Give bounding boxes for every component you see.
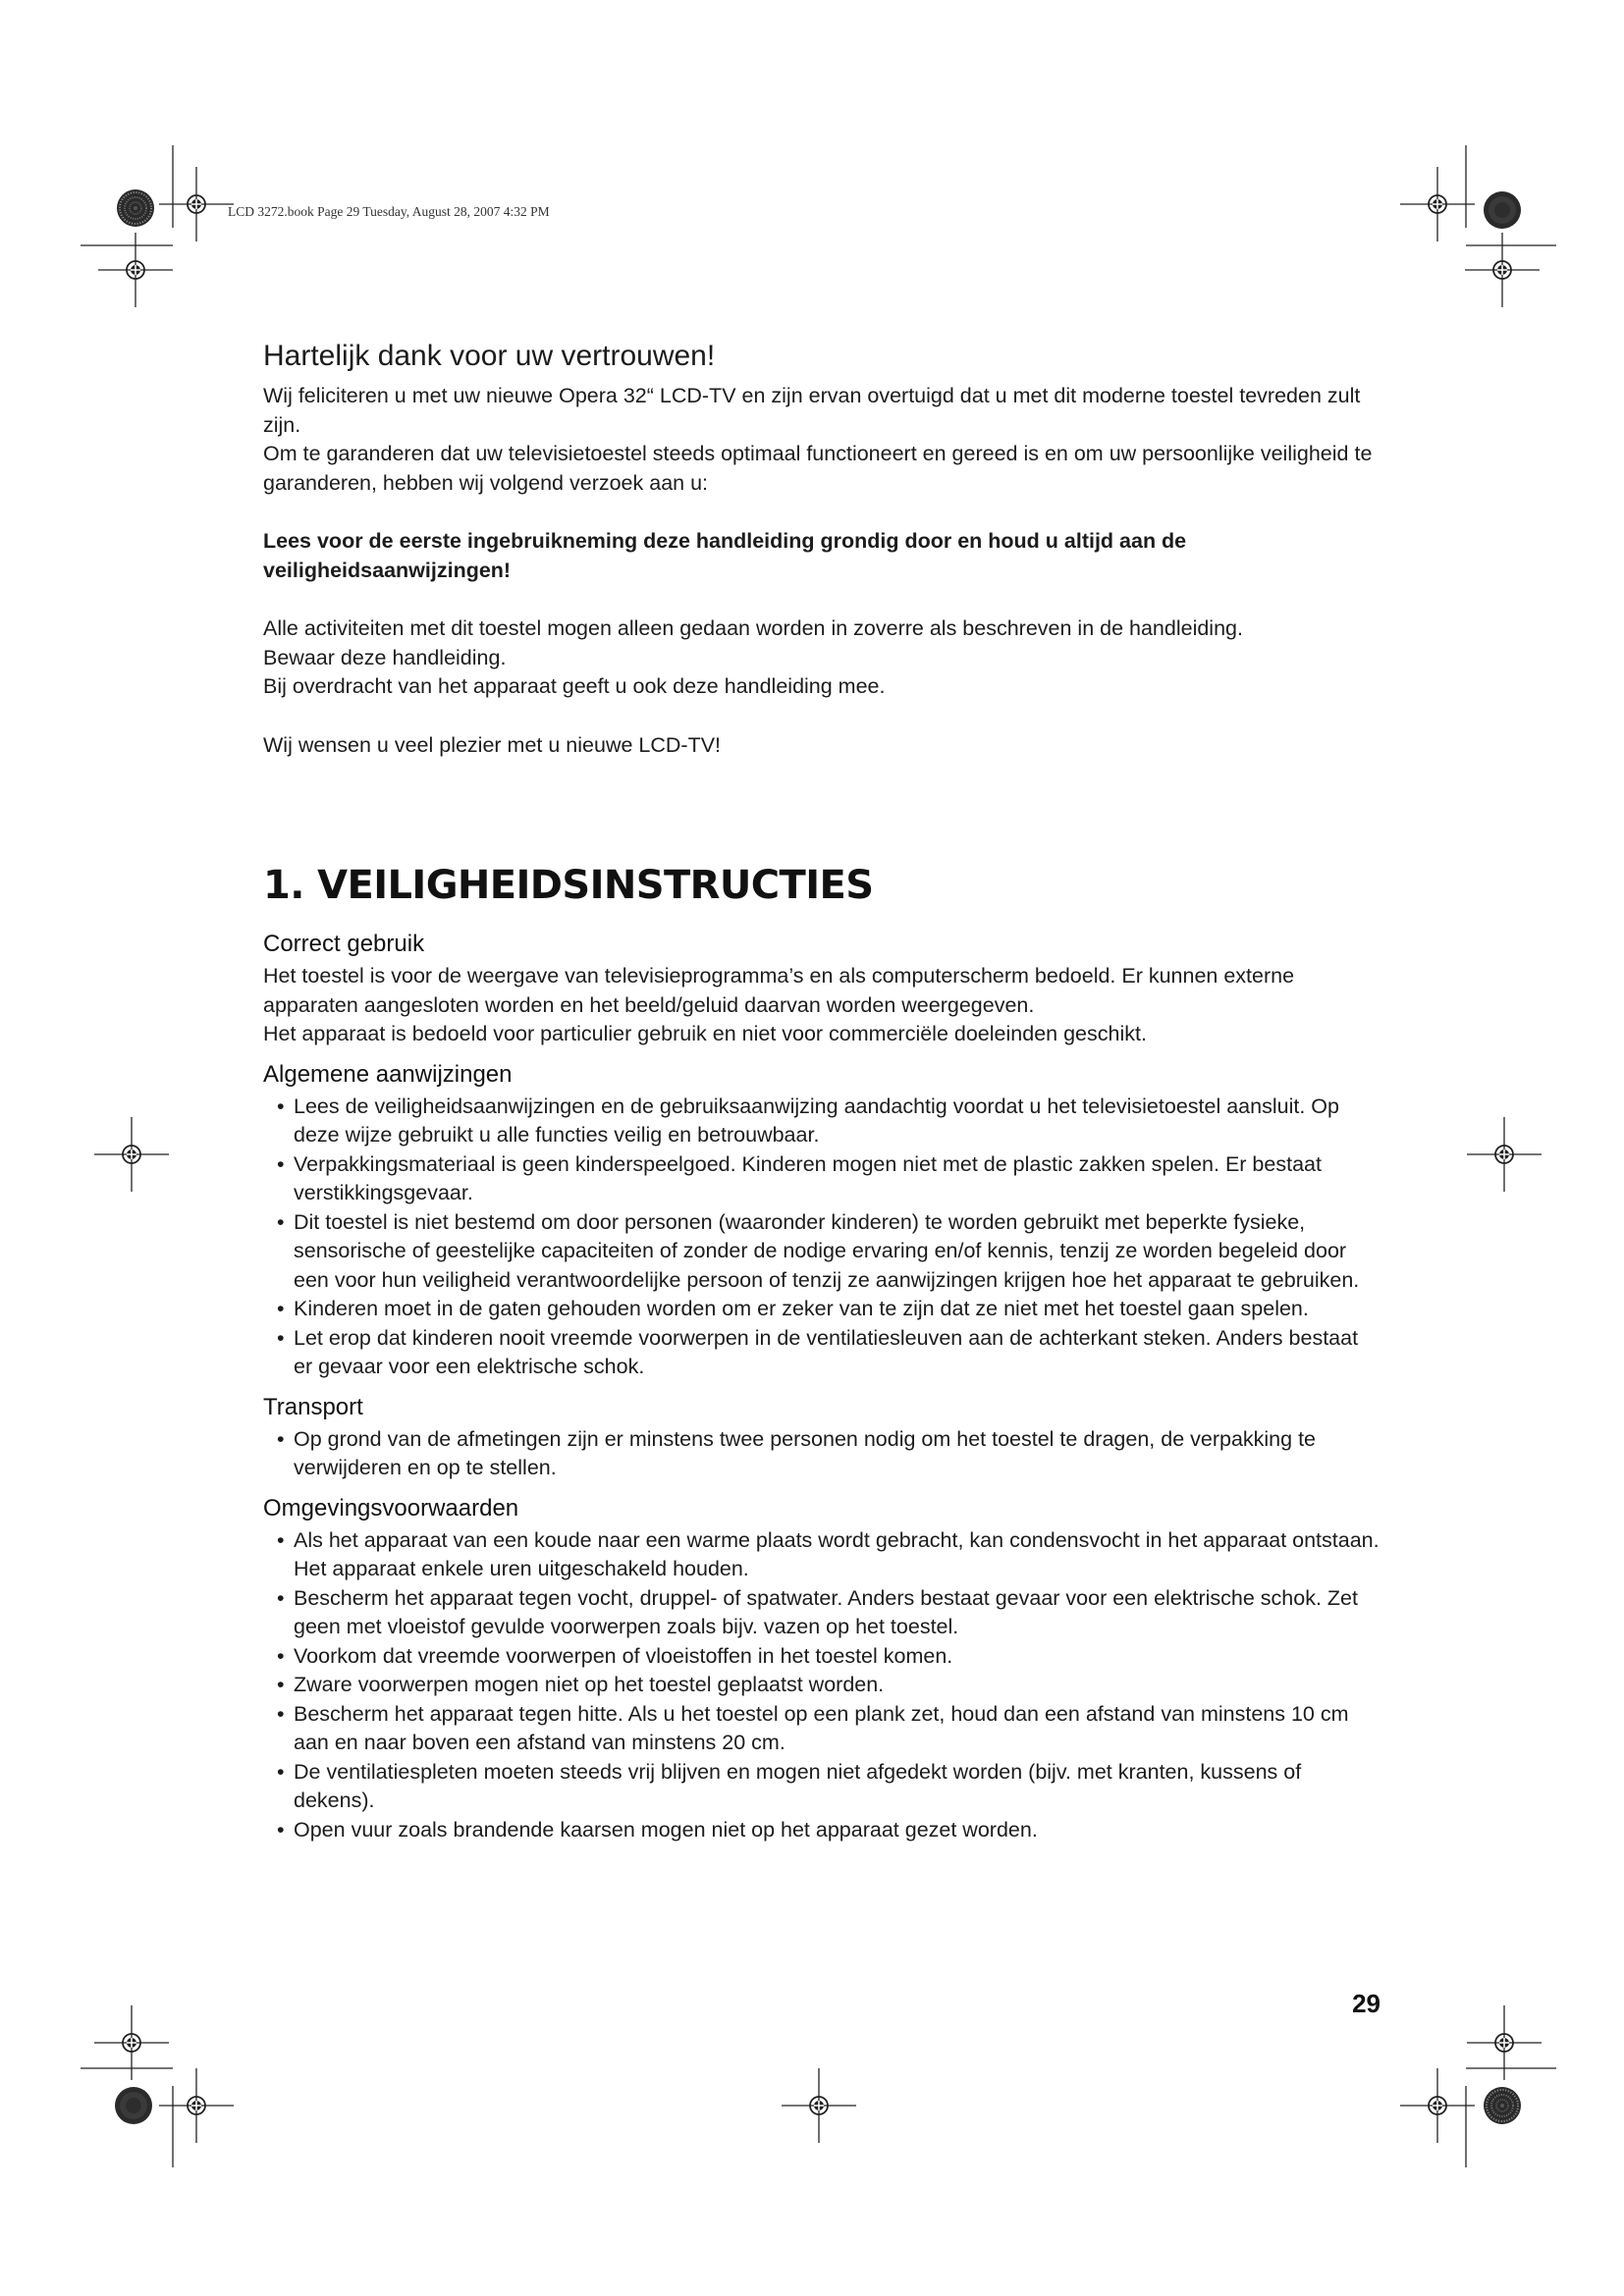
intro-paragraph: Om te garanderen dat uw televisietoestel steeds optimaal functioneert en gereed is en om uw persoonlijke veiligheid te garanderen, hebben wij volgend verzoek aan u:	[263, 442, 1373, 495]
intro-paragraph: Wij feliciteren u met uw nieuwe Opera 32“ LCD-TV en zijn ervan overtuigd dat u met dit moderne toestel tevreden zult zijn.	[263, 384, 1361, 437]
section-heading: Omgevingsvoorwaarden	[263, 1494, 519, 1522]
intro-paragraph: Bewaar deze handleiding.	[263, 645, 507, 669]
list-item: • Als het apparaat van een koude naar een warme plaats wordt gebracht, kan condensvocht in het apparaat ontstaan. Het apparaat enkele uren uitgeschakeld houden.	[263, 1526, 1382, 1584]
bullet-list	[263, 1093, 1382, 1382]
list-item: • Bescherm het apparaat tegen hitte. Als u het toestel op een plank zet, houd dan een afstand van minstens 10 cm aan en naar boven een afstand van minstens 20 cm.	[263, 1700, 1382, 1758]
section-environment	[263, 1493, 1382, 1845]
color-starburst-icon	[115, 2087, 152, 2124]
section-general	[263, 1059, 1382, 1382]
intro-paragraph: Alle activiteiten met dit toestel mogen alleen gedaan worden in zoverre als beschreven in de handleiding.	[263, 616, 1243, 640]
registration-mark-icon	[782, 2068, 856, 2143]
list-item: • Let erop dat kinderen nooit vreemde voorwerpen in de ventilatiesleuven aan de achterkant steken. Anders bestaat er gevaar voor een elektrische schok.	[263, 1324, 1382, 1382]
print-slug-line: LCD 3272.book Page 29 Tuesday, August 28, 2007 4:32 PM	[228, 204, 550, 219]
list-item: • Dit toestel is niet bestemd om door personen (waaronder kinderen) te worden gebruikt met beperkte fysieke, sensorische of geestelijke capaciteiten of zonder de nodige ervaring en/of kennis, tenzij ze worden begeleid door een voor hun veiligheid verantwoordelijke persoon of tenzij ze aanwijzingen krijgen hoe het apparaat te gebruiken.	[263, 1208, 1382, 1296]
chapter-title: 1. VEILIGHEIDSINSTRUCTIES	[263, 863, 874, 908]
list-item: • Voorkom dat vreemde voorwerpen of vloeistoffen in het toestel komen.	[263, 1642, 1382, 1672]
registration-mark-icon	[1400, 167, 1475, 241]
section-paragraph: Het apparaat is bedoeld voor particulier gebruik en niet voor commerciële doeleinden geschikt.	[263, 1022, 1147, 1045]
list-item: • Kinderen moet in de gaten gehouden worden om er zeker van te zijn dat ze niet met het toestel gaan spelen.	[263, 1295, 1382, 1324]
list-item: • Lees de veiligheidsaanwijzingen en de gebruiksaanwijzing aandachtig voordat u het televisietoestel aansluit. Op deze wijze gebruikt u alle functies veilig en betrouwbaar.	[263, 1093, 1382, 1150]
section-heading: Algemene aanwijzingen	[263, 1060, 513, 1088]
color-starburst-icon	[1484, 191, 1521, 229]
intro-title: Hartelijk dank voor uw vertrouwen!	[263, 340, 716, 372]
bullet-list	[263, 1425, 1382, 1483]
section-transport	[263, 1392, 1382, 1483]
safety-notice: Lees voor de eerste ingebruikneming deze handleiding grondig door en houd u altijd aan de veiligheidsaanwijzingen!	[263, 529, 1187, 582]
list-item: • Bescherm het apparaat tegen vocht, druppel- of spatwater. Anders bestaat gevaar voor een elektrische schok. Zet geen met vloeistof gevulde voorwerpen zoals bijv. vazen op het toestel.	[263, 1584, 1382, 1642]
list-item: • Zware voorwerpen mogen niet op het toestel geplaatst worden.	[263, 1671, 1382, 1700]
registration-mark-icon	[94, 1117, 169, 1192]
registration-mark-icon	[159, 2068, 234, 2143]
section-correct-use	[263, 929, 1382, 1049]
list-item: • De ventilatiespleten moeten steeds vrij blijven en mogen niet afgedekt worden (bijv. met kranten, kussens of dekens).	[263, 1758, 1382, 1816]
intro-paragraph: Bij overdracht van het apparaat geeft u ook deze handleiding mee.	[263, 674, 886, 698]
list-item: • Op grond van de afmetingen zijn er minstens twee personen nodig om het toestel te dragen, de verpakking te verwijderen en op te stellen.	[263, 1425, 1382, 1483]
section-heading: Transport	[263, 1393, 363, 1420]
registration-mark-icon	[1400, 2068, 1475, 2143]
list-item: • Verpakkingsmateriaal is geen kinderspeelgoed. Kinderen mogen niet met de plastic zakken spelen. Er bestaat verstikkingsgevaar.	[263, 1150, 1382, 1208]
registration-mark-icon	[1465, 233, 1540, 307]
registration-mark-icon	[98, 233, 173, 307]
section-heading: Correct gebruik	[263, 931, 425, 957]
registration-mark-icon	[1467, 1117, 1542, 1192]
intro-closing: Wij wensen u veel plezier met u nieuwe LCD-TV!	[263, 732, 722, 757]
list-item: • Open vuur zoals brandende kaarsen mogen niet op het apparaat gezet worden.	[263, 1816, 1382, 1845]
page-content	[263, 339, 1382, 1854]
bullet-list	[263, 1526, 1382, 1845]
registration-mark-icon	[159, 167, 234, 241]
color-starburst-icon	[117, 189, 154, 227]
section-paragraph: Het toestel is voor de weergave van televisieprogramma’s en als computerscherm bedoeld. Er kunnen externe apparaten aangesloten worden en het beeld/geluid daarvan worden weergegeven.	[263, 964, 1295, 1017]
page-number: 29	[1352, 1989, 1380, 2018]
color-starburst-icon	[1484, 2087, 1521, 2124]
